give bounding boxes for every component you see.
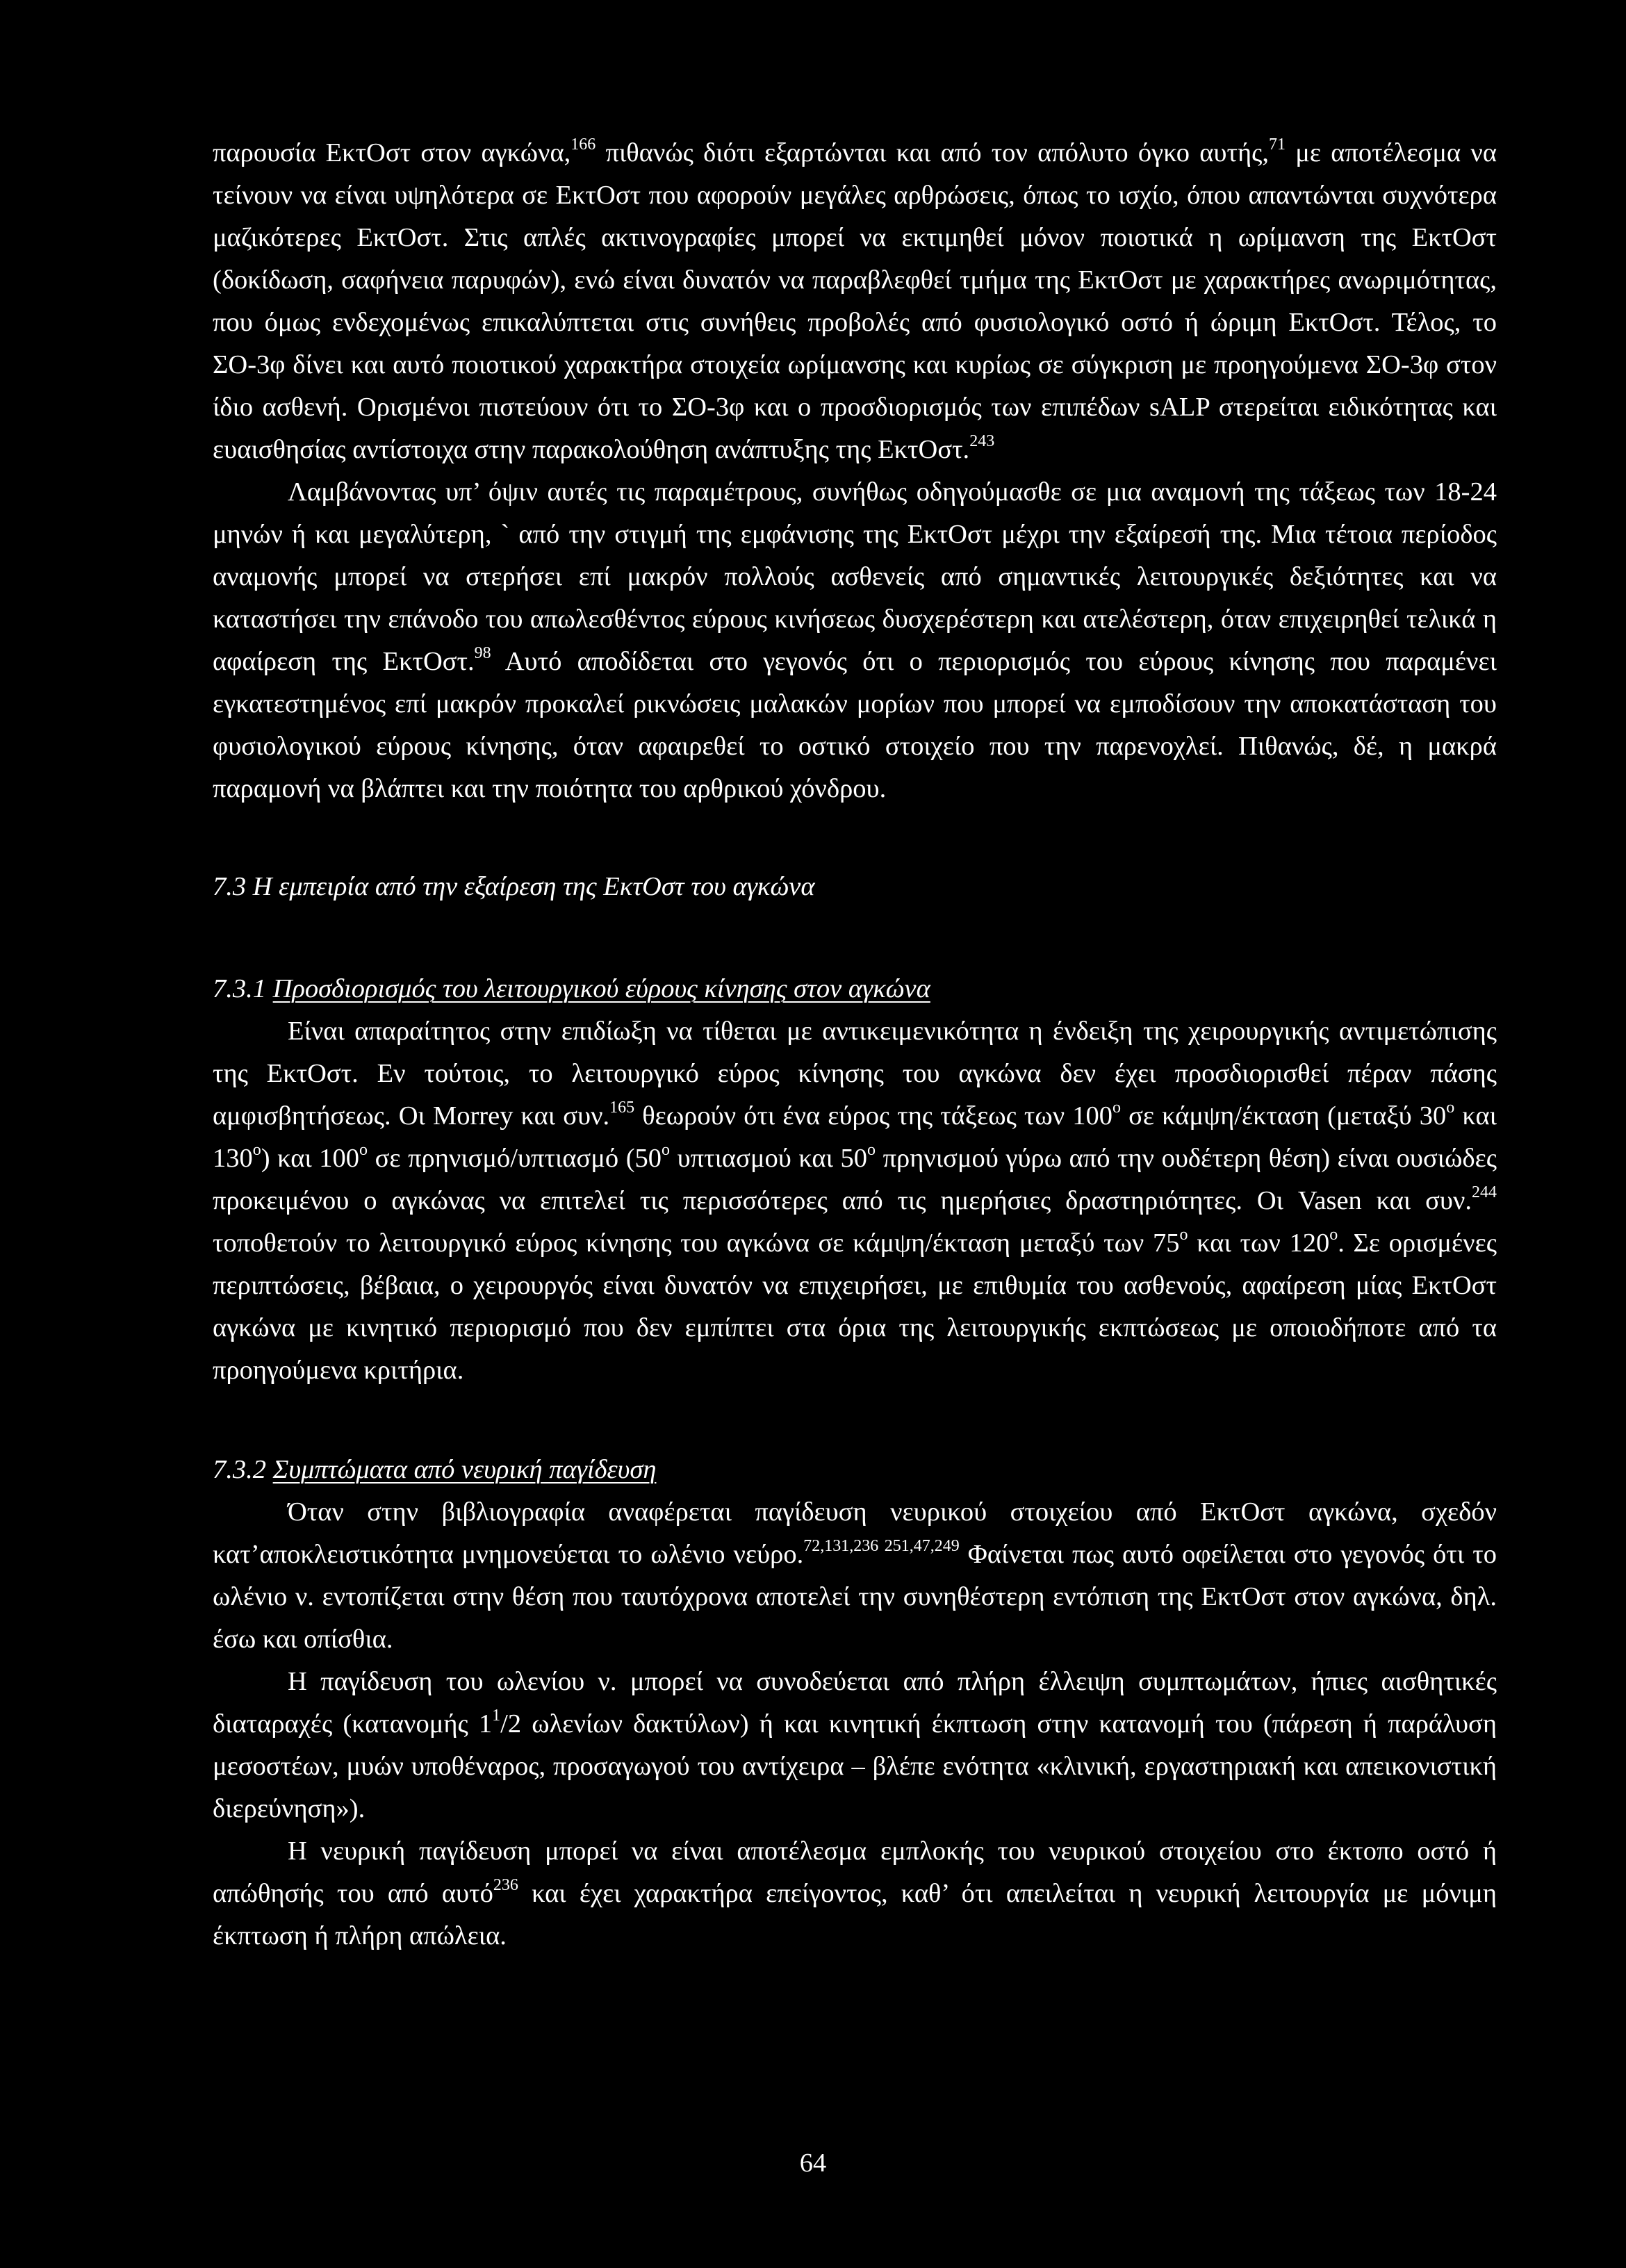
fraction-superscript: 1 [492,1707,501,1725]
footnote-ref: 165 [609,1099,635,1117]
text: Αυτό αποδίδεται στο γεγονός ότι ο περιορισμός του εύρους κίνησης που παραμένει εγκατεστημένος επί μακρόν προκαλεί ρικνώσεις μαλακών μορίων που μπορεί να εμποδίσουν την αποκατάσταση του φυσιολογικού εύρους κίνησης, όταν αφαιρεθεί το οστικό στοιχείο που την παρενοχλεί. Πιθανώς, δέ, η μακρά παραμονή να βλάπτει και την ποιότητα του αρθρικού χόνδρου. [213,647,1497,803]
text: Όταν στην βιβλιογραφία αναφέρεται παγίδευση νευρικού στοιχείου από ΕκτΟστ αγκώνα, σχεδόν κατ’αποκλειστικότητα μνημονεύεται το ωλένιο νεύρο. [213,1497,1497,1569]
text: σε κάμψη/έκταση (μεταξύ 30 [1121,1101,1447,1131]
text: σε πρηνισμό/υπτιασμό (50 [368,1144,662,1173]
section-number: 7.3.1 [213,974,273,1003]
footnote-ref: 72,131,236 251,47,249 [803,1537,960,1556]
degree-mark: ο [359,1141,368,1160]
text: Λαμβάνοντας υπ’ όψιν αυτές τις παραμέτρους, συνήθως οδηγούμασθε σε μια αναμονή της τάξεως των 18-24 μηνών ή και μεγαλύτερη, ` από την στιγμή της εμφάνισης της ΕκτΟστ μέχρι την εξαίρεσή της. Μια τέτοια περίοδος αναμονής μπορεί να στερήσει επί μακρόν πολλούς ασθενείς από σημαντικές λειτουργικές δεξιότητες και να καταστήσει την επάνοδο του απωλεσθέντος εύρους κινήσεως δυσχερέστερη και ατελέστερη, όταν επιχειρηθεί τελικά η αφαίρεση της ΕκτΟστ. [213,477,1497,676]
degree-mark: ο [1112,1099,1122,1117]
text: πρηνισμού γύρω από την ουδέτερη θέση) είναι ουσιώδες προκειμένου ο αγκώνας να επιτελεί τις περισσότερες από τις ημερήσιες δραστηριότητες. Οι Vasen και συν. [213,1144,1497,1215]
paragraph-6 [213,1830,1497,1957]
text: παρουσία ΕκτΟστ στον αγκώνα, [213,138,571,167]
section-title: Συμπτώματα από νευρική παγίδευση [272,1455,657,1484]
section-title: Προσδιορισμός του λειτουργικού εύρους κίνησης στον αγκώνα [272,974,930,1003]
text: τοποθετούν το λειτουργικό εύρος κίνησης του αγκώνα σε κάμψη/έκταση μεταξύ των 75 [213,1228,1180,1258]
text: και έχει χαρακτήρα επείγοντος, καθ’ ότι απειλείται η νευρική λειτουργία με μόνιμη έκπτωση ή πλήρη απώλεια. [213,1879,1497,1950]
paragraph-1 [213,132,1497,471]
degree-mark: ο [867,1141,876,1160]
section-heading-7-3-1 [213,968,1497,1010]
section-number: 7.3.2 [213,1455,273,1484]
paragraph-2 [213,471,1497,810]
text: Είναι απαραίτητος στην επιδίωξη να τίθεται με αντικειμενικότητα η ένδειξη της χειρουργικής αντιμετώπισης της ΕκτΟστ. Εν τούτοις, το λειτουργικό εύρος κίνησης του αγκώνα δεν έχει προσδιορισθεί πέραν πάσης αμφισβητήσεως. Οι Morrey και συν. [213,1017,1497,1131]
degree-mark: ο [1329,1226,1338,1244]
document-body [213,132,1497,1957]
degree-mark: ο [1446,1099,1455,1117]
text: και των 120 [1188,1228,1330,1258]
text: Η νευρική παγίδευση μπορεί να είναι αποτέλεσμα εμπλοκής του νευρικού στοιχείου στο έκτοπο οστό ή απώθησής του από αυτό [213,1836,1497,1908]
footnote-ref: 71 [1268,135,1286,154]
page-number: 64 [799,2148,827,2178]
paragraph-4 [213,1491,1497,1661]
text: με αποτέλεσμα να τείνουν να είναι υψηλότερα σε ΕκτΟστ που αφορούν μεγάλες αρθρώσεις, όπως το ισχίο, όπου απαντώνται συχνότερα μαζικότερες ΕκτΟστ. Στις απλές ακτινογραφίες μπορεί να εκτιμηθεί μόνον ποιοτικά η ωρίμανση της ΕκτΟστ (δοκίδωση, σαφήνεια παρυφών), ενώ είναι δυνατόν να παραβλεφθεί τμήμα της ΕκτΟστ με χαρακτήρες ανωριμότητας, που όμως ενδεχομένως επικαλύπτεται στις συνήθεις προβολές από φυσιολογικό οστό ή ώριμη ΕκτΟστ. Τέλος, το ΣΟ-3φ δίνει και αυτό ποιοτικού χαρακτήρα στοιχεία ωρίμανσης και κυρίως σε σύγκριση με προηγούμενα ΣΟ-3φ στον ίδιο ασθενή. Ορισμένοι πιστεύουν ότι το ΣΟ-3φ και ο προσδιορισμός των επιπέδων sALP στερείται ειδικότητας και ευαισθησίας αντίστοιχα στην παρακολούθηση ανάπτυξης της ΕκτΟστ. [213,138,1497,464]
section-title: Η εμπειρία από την εξαίρεση της ΕκτΟστ του αγκώνα [252,872,815,901]
footnote-ref: 236 [493,1876,518,1895]
footnote-ref: 243 [969,432,995,451]
footnote-ref: 244 [1472,1183,1497,1202]
section-heading-7-3-2 [213,1449,1497,1491]
fraction-denominator: /2 [500,1709,522,1739]
degree-mark: ο [252,1141,261,1160]
text: υπτιασμού και 50 [670,1144,868,1173]
degree-mark: ο [662,1141,671,1160]
text: . Σε ορισμένες περιπτώσεις, βέβαια, ο χειρουργός είναι δυνατόν να επιχειρήσει, με επιθυμία του ασθενούς, αφαίρεση μίας ΕκτΟστ αγκώνα με κινητικό περιορισμό που δεν εμπίπτει στα όρια της λειτουργικής εκπτώσεως με οποιοδήποτε από τα προηγούμενα κριτήρια. [213,1228,1497,1385]
paragraph-3 [213,1010,1497,1392]
section-heading-7-3 [213,866,1497,908]
text: ) και 100 [261,1144,360,1173]
text: και 130 [213,1101,1497,1173]
text: πιθανώς διότι εξαρτώνται και από τον απόλυτο όγκο αυτής, [596,138,1269,167]
degree-mark: ο [1179,1226,1188,1244]
footnote-ref: 98 [474,644,491,663]
footnote-ref: 166 [570,135,596,154]
text: Φαίνεται πως αυτό οφείλεται στο γεγονός ότι το ωλένιο ν. εντοπίζεται στην θέση που ταυτόχρονα αποτελεί την συνηθέστερη εντόπιση της ΕκτΟστ στον αγκώνα, δηλ. έσω και οπίσθια. [213,1540,1497,1654]
paragraph-5 [213,1661,1497,1830]
section-number: 7.3 [213,872,253,901]
text: Η παγίδευση του ωλενίου ν. μπορεί να συνοδεύεται από πλήρη έλλειψη συμπτωμάτων, ήπιες αισθητικές διαταραχές (κατανομής 1 [213,1667,1497,1739]
text: ωλενίων δακτύλων) ή και κινητική έκπτωση στην κατανομή του (πάρεση ή παράλυση μεσοστέων, μυών υποθέναρος, προσαγωγού του αντίχειρα – βλέπε ενότητα «κλινική, εργαστηριακή και απεικονιστική διερεύνηση»). [213,1709,1497,1823]
text: θεωρούν ότι ένα εύρος της τάξεως των 100 [634,1101,1113,1131]
